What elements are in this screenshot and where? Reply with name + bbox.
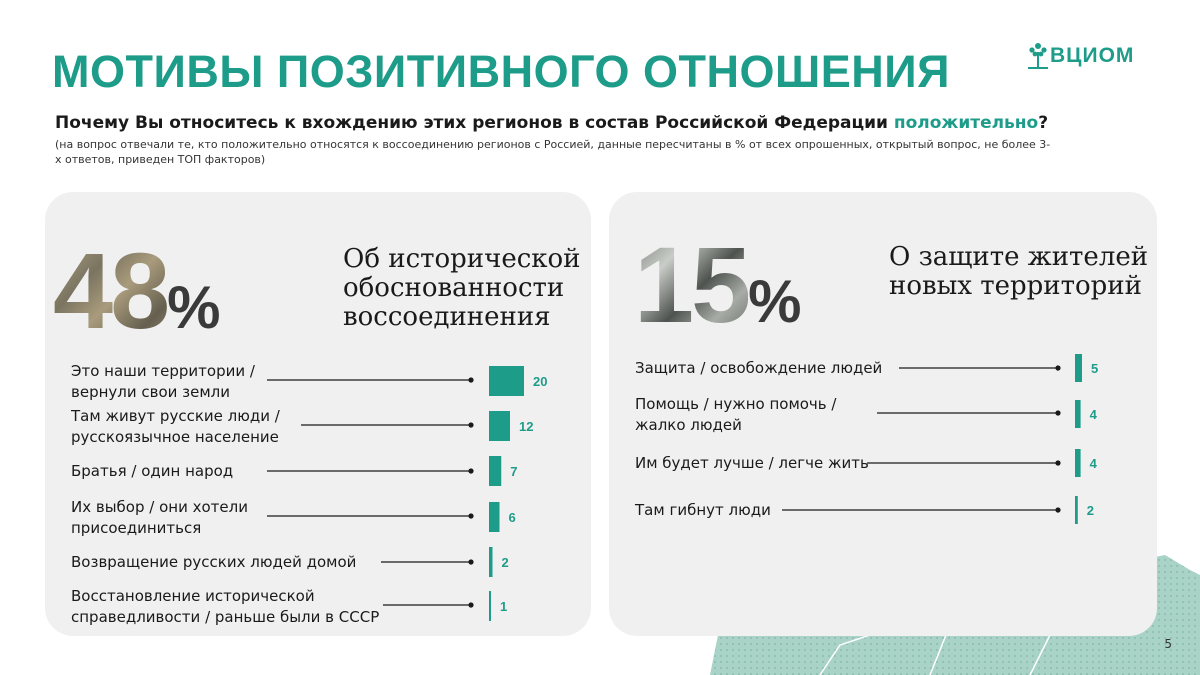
leader-dot bbox=[1055, 365, 1060, 370]
bar-chart-historical bbox=[45, 192, 591, 636]
bar bbox=[489, 547, 493, 577]
value-label: 5 bbox=[1091, 361, 1099, 376]
bar bbox=[1075, 496, 1078, 524]
percent-sign: % bbox=[167, 274, 221, 341]
leader-dot bbox=[468, 513, 473, 518]
category-label bbox=[70, 407, 281, 446]
category-label bbox=[635, 395, 837, 434]
bar-chart-protection bbox=[609, 192, 1157, 636]
question-highlight: положительно bbox=[893, 113, 1039, 133]
bar bbox=[489, 591, 491, 621]
leader-dot bbox=[468, 377, 473, 382]
value-label: 2 bbox=[501, 555, 509, 570]
category-label-line: русскоязычное население bbox=[71, 428, 279, 446]
page-title: МОТИВЫ ПОЗИТИВНОГО ОТНОШЕНИЯ bbox=[52, 46, 950, 97]
category-label-line: Там гибнут люди bbox=[635, 501, 771, 519]
percent-sign: % bbox=[748, 268, 802, 335]
category-label-line: справедливости / раньше были в СССР bbox=[71, 608, 380, 626]
category-label bbox=[71, 498, 248, 537]
question-text: Почему Вы относитесь к вхождению этих регионов в состав Российской Федерации bbox=[55, 113, 894, 133]
category-label-line: Защита / освобождение людей bbox=[635, 359, 883, 377]
category-label-line: Восстановление исторической bbox=[71, 587, 315, 605]
question-note: (на вопрос отвечали те, кто положительно относятся к воссоединению регионов с Россией, данные пересчитаны в % от всех опрошенных, открытый вопрос, не более 3-х ответов, приведен ТОП факторов) bbox=[55, 138, 1051, 166]
bar bbox=[1075, 400, 1081, 428]
category-label-line: Их выбор / они хотели bbox=[71, 498, 248, 516]
tree-icon bbox=[1026, 40, 1050, 74]
leader-dot bbox=[468, 468, 473, 473]
value-label: 12 bbox=[519, 419, 534, 434]
category-label-line: Возвращение русских людей домой bbox=[71, 553, 357, 571]
page-number: 5 bbox=[1164, 637, 1172, 651]
category-label-line: присоединиться bbox=[71, 519, 202, 537]
value-label: 1 bbox=[500, 599, 508, 614]
leader-dot bbox=[468, 559, 473, 564]
panel-heading: Об исторической обоснованности воссоединения bbox=[343, 244, 581, 332]
bar bbox=[489, 456, 501, 486]
category-label bbox=[71, 462, 233, 480]
logo-text: ВЦИОМ bbox=[1050, 44, 1135, 67]
category-label bbox=[635, 454, 869, 472]
panel-heading: О защите жителей новых территорий bbox=[889, 242, 1149, 301]
leader-dot bbox=[1055, 410, 1060, 415]
bar bbox=[489, 366, 524, 396]
category-label bbox=[71, 587, 379, 626]
value-label: 7 bbox=[510, 464, 518, 479]
category-label bbox=[71, 553, 356, 571]
category-label bbox=[634, 501, 771, 519]
vciom-logo bbox=[1026, 40, 1166, 74]
category-label-line: жалко людей bbox=[635, 416, 742, 434]
survey-question bbox=[55, 113, 1048, 133]
value-label: 20 bbox=[533, 374, 548, 389]
panel-protection bbox=[609, 192, 1157, 636]
leader-dot bbox=[1055, 507, 1060, 512]
category-label-line: Им будет лучше / легче жить bbox=[635, 454, 869, 472]
bar bbox=[1075, 354, 1082, 382]
value-label: 4 bbox=[1089, 456, 1097, 471]
category-label-line: Там живут русские люди / bbox=[71, 407, 280, 425]
leader-dot bbox=[1055, 460, 1060, 465]
category-label-line: Братья / один народ bbox=[71, 462, 234, 480]
category-label-line: вернули свои земли bbox=[71, 383, 231, 401]
category-label bbox=[635, 359, 882, 377]
bar bbox=[489, 502, 500, 532]
category-label bbox=[71, 362, 256, 401]
leader-dot bbox=[468, 602, 473, 607]
question-mark: ? bbox=[1038, 113, 1049, 133]
big-number: 15 bbox=[634, 224, 749, 345]
value-label: 2 bbox=[1086, 503, 1095, 518]
panel-historical bbox=[45, 192, 591, 636]
bar bbox=[489, 411, 510, 441]
bar bbox=[1075, 449, 1081, 477]
category-label-line: Это наши территории / bbox=[71, 362, 255, 380]
value-label: 4 bbox=[1089, 407, 1097, 422]
category-label-line: Помощь / нужно помочь / bbox=[635, 395, 837, 413]
big-number: 48 bbox=[53, 230, 168, 351]
leader-dot bbox=[468, 422, 473, 427]
value-label: 6 bbox=[508, 510, 516, 525]
